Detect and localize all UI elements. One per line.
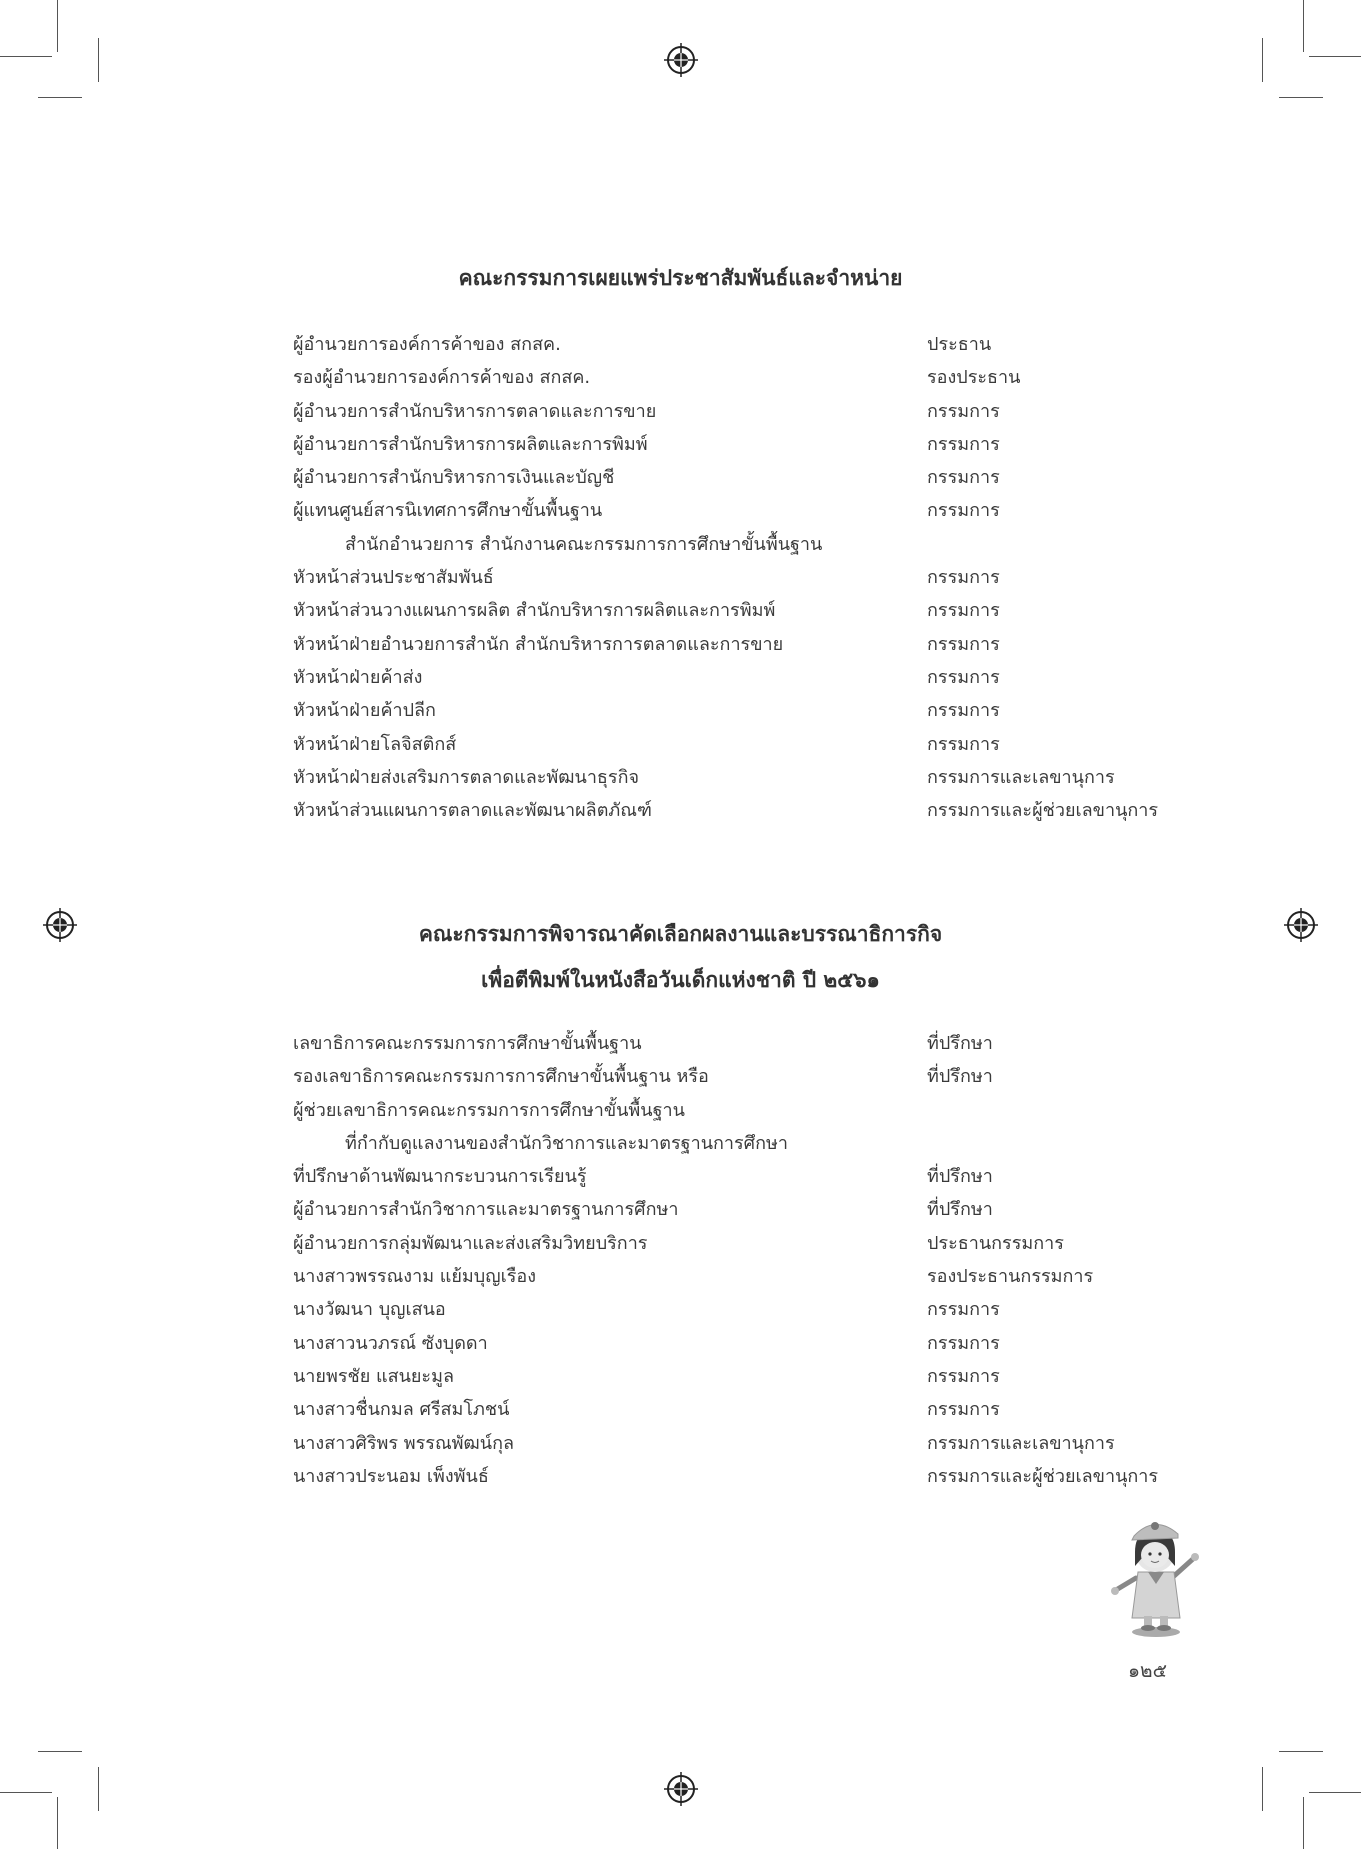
- list-item: [293, 494, 1163, 527]
- list-item: [293, 1393, 1163, 1426]
- member-position: หัวหน้าฝ่ายค้าปลีก: [293, 700, 436, 722]
- member-position: ผู้อำนวยการสำนักบริหารการผลิตและการพิมพ์: [293, 433, 648, 455]
- list-item: [293, 694, 1163, 727]
- registration-mark-icon: [663, 1771, 699, 1807]
- crop-mark: [98, 38, 99, 82]
- crop-mark: [57, 1797, 58, 1849]
- list-item: [293, 794, 1163, 827]
- crop-mark: [1303, 1797, 1304, 1849]
- member-position: หัวหน้าส่วนแผนการตลาดและพัฒนาผลิตภัณฑ์: [293, 800, 652, 822]
- member-role: กรรมการ: [927, 467, 1000, 489]
- member-position: หัวหน้าฝ่ายโลจิสติกส์: [293, 733, 457, 755]
- list-item: [293, 1360, 1163, 1393]
- list-item: [293, 1027, 1163, 1060]
- member-role: กรรมการและผู้ช่วยเลขานุการ: [927, 800, 1159, 822]
- member-position: ผู้อำนวยการสำนักบริหารการเงินและบัญชี: [293, 467, 615, 489]
- member-position: นางสาวประนอม เพ็งพันธ์: [293, 1465, 489, 1487]
- member-position: ผู้อำนวยการสำนักวิชาการและมาตรฐานการศึกษา: [293, 1199, 679, 1221]
- list-item: [293, 561, 1163, 594]
- member-role: ที่ปรึกษา: [927, 1166, 993, 1188]
- list-item: [293, 1160, 1163, 1193]
- member-position: ที่ปรึกษาด้านพัฒนากระบวนการเรียนรู้: [293, 1166, 587, 1188]
- member-position: ผู้อำนวยการองค์การค้าของ สกสค.: [293, 334, 561, 355]
- member-role: กรรมการ: [927, 633, 1000, 655]
- list-item: [293, 528, 1163, 561]
- member-position: ผู้อำนวยการสำนักบริหารการตลาดและการขาย: [293, 400, 657, 422]
- member-role: ที่ปรึกษา: [927, 1066, 993, 1088]
- list-item: [293, 628, 1163, 661]
- list-item: [293, 1127, 1163, 1160]
- member-position: นายพรชัย แสนยะมูล: [293, 1365, 454, 1387]
- registration-mark-icon: [663, 42, 699, 78]
- member-role: ประธาน: [927, 334, 992, 355]
- page-number: ๑๒๕: [1128, 1660, 1167, 1682]
- member-position: นางวัฒนา บุญเสนอ: [293, 1299, 446, 1321]
- member-position: ผู้อำนวยการกลุ่มพัฒนาและส่งเสริมวิทยบริการ: [293, 1232, 648, 1254]
- member-position: ผู้แทนศูนย์สารนิเทศการศึกษาขั้นพื้นฐาน: [293, 500, 603, 522]
- list-item: [293, 461, 1163, 494]
- list-item: [293, 428, 1163, 461]
- list-item: [293, 1094, 1163, 1127]
- child-scout-illustration: [1110, 1508, 1200, 1638]
- member-position: หัวหน้าส่วนวางแผนการผลิต สำนักบริหารการผลิตและการพิมพ์: [293, 600, 776, 622]
- member-role: กรรมการ: [927, 1399, 1000, 1421]
- crop-mark: [1262, 1767, 1263, 1811]
- crop-mark: [1279, 97, 1323, 98]
- member-position: นางสาวพรรณงาม แย้มบุญเรือง: [293, 1266, 536, 1288]
- member-role: กรรมการ: [927, 700, 1000, 722]
- member-role: กรรมการและเลขานุการ: [927, 766, 1115, 788]
- member-role: กรรมการ: [927, 500, 1000, 522]
- member-role: กรรมการและผู้ช่วยเลขานุการ: [927, 1465, 1159, 1487]
- crop-mark: [0, 56, 52, 57]
- member-role: กรรมการ: [927, 1332, 1000, 1354]
- member-position: นางสาวนวภรณ์ ซังบุดดา: [293, 1332, 488, 1354]
- member-role: กรรมการ: [927, 1365, 1000, 1387]
- list-item: [293, 761, 1163, 794]
- member-role: กรรมการ: [927, 733, 1000, 755]
- crop-mark: [1303, 0, 1304, 52]
- list-item: [293, 1427, 1163, 1460]
- member-position: ผู้ช่วยเลขาธิการคณะกรรมการการศึกษาขั้นพื้นฐาน: [293, 1099, 685, 1121]
- member-position: รองผู้อำนวยการองค์การค้าของ สกสค.: [293, 367, 591, 389]
- member-position: ที่กำกับดูแลงานของสำนักวิชาการและมาตรฐานการศึกษา: [345, 1132, 788, 1154]
- member-role: ประธานกรรมการ: [927, 1232, 1064, 1254]
- crop-mark: [1309, 1792, 1361, 1793]
- member-position: นางสาวชื่นกมล ศรีสมโภชน์: [293, 1399, 510, 1421]
- list-item: [293, 1193, 1163, 1226]
- list-item: [293, 1460, 1163, 1493]
- section-2-title-line-1: คณะกรรมการพิจารณาคัดเลือกผลงานและบรรณาธิการกิจ: [418, 922, 943, 946]
- member-position: หัวหน้าฝ่ายอำนวยการสำนัก สำนักบริหารการตลาดและการขาย: [293, 633, 784, 655]
- list-item: [293, 1060, 1163, 1093]
- section-2-title-line-2: เพื่อตีพิมพ์ในหนังสือวันเด็กแห่งชาติ ปี ๒๕๖๑: [481, 968, 880, 992]
- member-position: นางสาวศิริพร พรรณพัฒน์กุล: [293, 1432, 515, 1454]
- member-role: กรรมการ: [927, 666, 1000, 688]
- member-role: กรรมการ: [927, 1299, 1000, 1321]
- crop-mark: [0, 1792, 52, 1793]
- member-position: หัวหน้าส่วนประชาสัมพันธ์: [293, 567, 494, 589]
- list-item: [293, 395, 1163, 428]
- member-position: เลขาธิการคณะกรรมการการศึกษาขั้นพื้นฐาน: [293, 1033, 642, 1054]
- member-position: หัวหน้าฝ่ายค้าส่ง: [293, 666, 423, 688]
- list-item: [293, 661, 1163, 694]
- list-item: [293, 1227, 1163, 1260]
- crop-mark: [38, 97, 82, 98]
- member-role: ที่ปรึกษา: [927, 1199, 993, 1221]
- crop-mark: [57, 0, 58, 52]
- member-role: กรรมการ: [927, 600, 1000, 622]
- member-position: รองเลขาธิการคณะกรรมการการศึกษาขั้นพื้นฐาน หรือ: [293, 1066, 709, 1088]
- member-role: รองประธานกรรมการ: [927, 1266, 1094, 1288]
- list-item: [293, 594, 1163, 627]
- member-role: ที่ปรึกษา: [927, 1033, 993, 1054]
- crop-mark: [1262, 38, 1263, 82]
- list-item: [293, 1260, 1163, 1293]
- member-role: กรรมการ: [927, 567, 1000, 589]
- member-role: กรรมการและเลขานุการ: [927, 1432, 1115, 1454]
- member-role: กรรมการ: [927, 433, 1000, 455]
- section-1-list: [293, 328, 1163, 827]
- section-2-list: [293, 1027, 1163, 1493]
- list-item: [293, 361, 1163, 394]
- member-role: กรรมการ: [927, 400, 1000, 422]
- member-position: หัวหน้าฝ่ายส่งเสริมการตลาดและพัฒนาธุรกิจ: [293, 766, 640, 788]
- member-role: รองประธาน: [927, 367, 1021, 389]
- member-position: สำนักอำนวยการ สำนักงานคณะกรรมการการศึกษาขั้นพื้นฐาน: [345, 533, 823, 555]
- crop-mark: [1309, 56, 1361, 57]
- list-item: [293, 728, 1163, 761]
- crop-mark: [98, 1767, 99, 1811]
- list-item: [293, 1327, 1163, 1360]
- list-item: [293, 328, 1163, 361]
- crop-mark: [38, 1751, 82, 1752]
- section-1-title: คณะกรรมการเผยแพร่ประชาสัมพันธ์และจำหน่าย: [458, 266, 903, 290]
- list-item: [293, 1293, 1163, 1326]
- crop-mark: [1279, 1751, 1323, 1752]
